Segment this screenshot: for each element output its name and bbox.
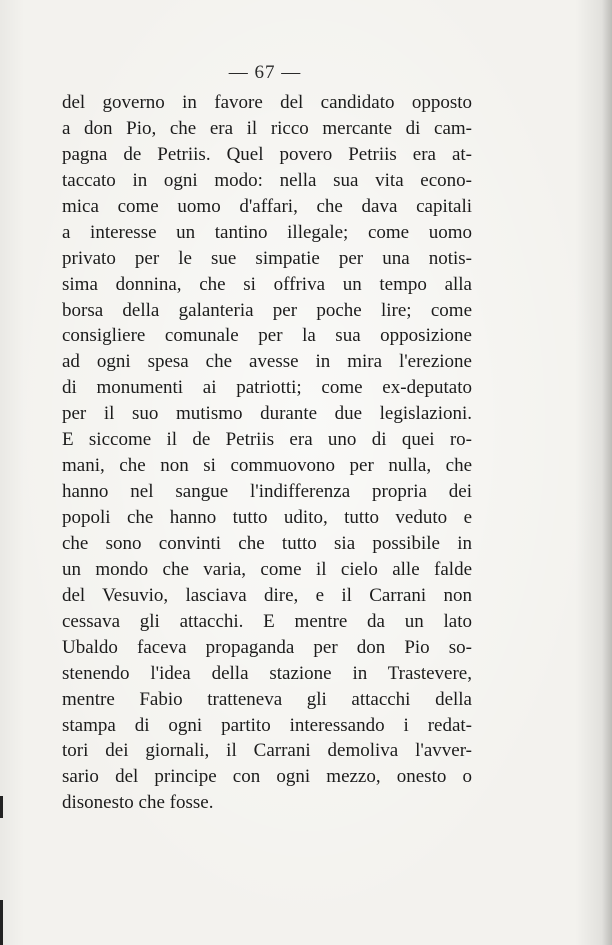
text-line: per il suo mutismo durante due legislazioni. — [62, 403, 472, 425]
text-line: cessava gli attacchi. E mentre da un lato — [62, 610, 472, 632]
text-line: sima donnina, che si offriva un tempo alla — [62, 273, 472, 295]
binding-mark — [0, 900, 3, 945]
text-line: popoli che hanno tutto udito, tutto veduto e — [62, 507, 472, 528]
text-line: un mondo che varia, come il cielo alle falde — [62, 558, 472, 580]
binding-mark — [0, 796, 3, 818]
body-text — [62, 90, 472, 816]
text-line: E siccome il de Petriis era uno di quei ro- — [62, 429, 472, 451]
text-line: stenendo l'idea della stazione in Trastevere, — [62, 662, 472, 684]
text-line: borsa della galanteria per poche lire; come — [62, 299, 472, 321]
text-line: a interesse un tantino illegale; come uomo — [62, 221, 472, 243]
page-number: — 67 — — [228, 62, 302, 83]
text-line: pagna de Petriis. Quel povero Petriis era at- — [62, 143, 472, 165]
text-line: tori dei giornali, il Carrani demoliva l'avver- — [62, 740, 472, 762]
text-line: mentre Fabio tratteneva gli attacchi della — [62, 688, 472, 710]
text-line: sario del principe con ogni mezzo, onesto o — [62, 766, 472, 788]
text-line: che sono convinti che tutto sia possibile in — [62, 532, 472, 554]
text-line: taccato in ogni modo: nella sua vita econo- — [62, 169, 472, 191]
text-line: consigliere comunale per la sua opposizione — [62, 325, 472, 347]
text-line: del governo in favore del candidato opposto — [62, 92, 472, 113]
text-line: hanno nel sangue l'indifferenza propria dei — [62, 481, 472, 503]
text-line: privato per le sue simpatie per una notis- — [62, 247, 472, 269]
text-line: del Vesuvio, lasciava dire, e il Carrani non — [62, 584, 472, 606]
text-line: mani, che non si commuovono per nulla, che — [62, 455, 472, 477]
text-line: di monumenti ai patriotti; come ex-deputato — [62, 377, 472, 399]
text-line: ad ogni spesa che avesse in mira l'erezione — [62, 351, 472, 373]
text-line: stampa di ogni partito interessando i redat- — [62, 714, 472, 736]
text-line: a don Pio, che era il ricco mercante di cam- — [62, 117, 472, 139]
text-line: disonesto che fosse. — [62, 792, 214, 814]
text-line: Ubaldo faceva propaganda per don Pio so- — [62, 636, 472, 658]
text-line: mica come uomo d'affari, che dava capitali — [62, 195, 472, 217]
page-edge-shadow — [602, 0, 612, 945]
